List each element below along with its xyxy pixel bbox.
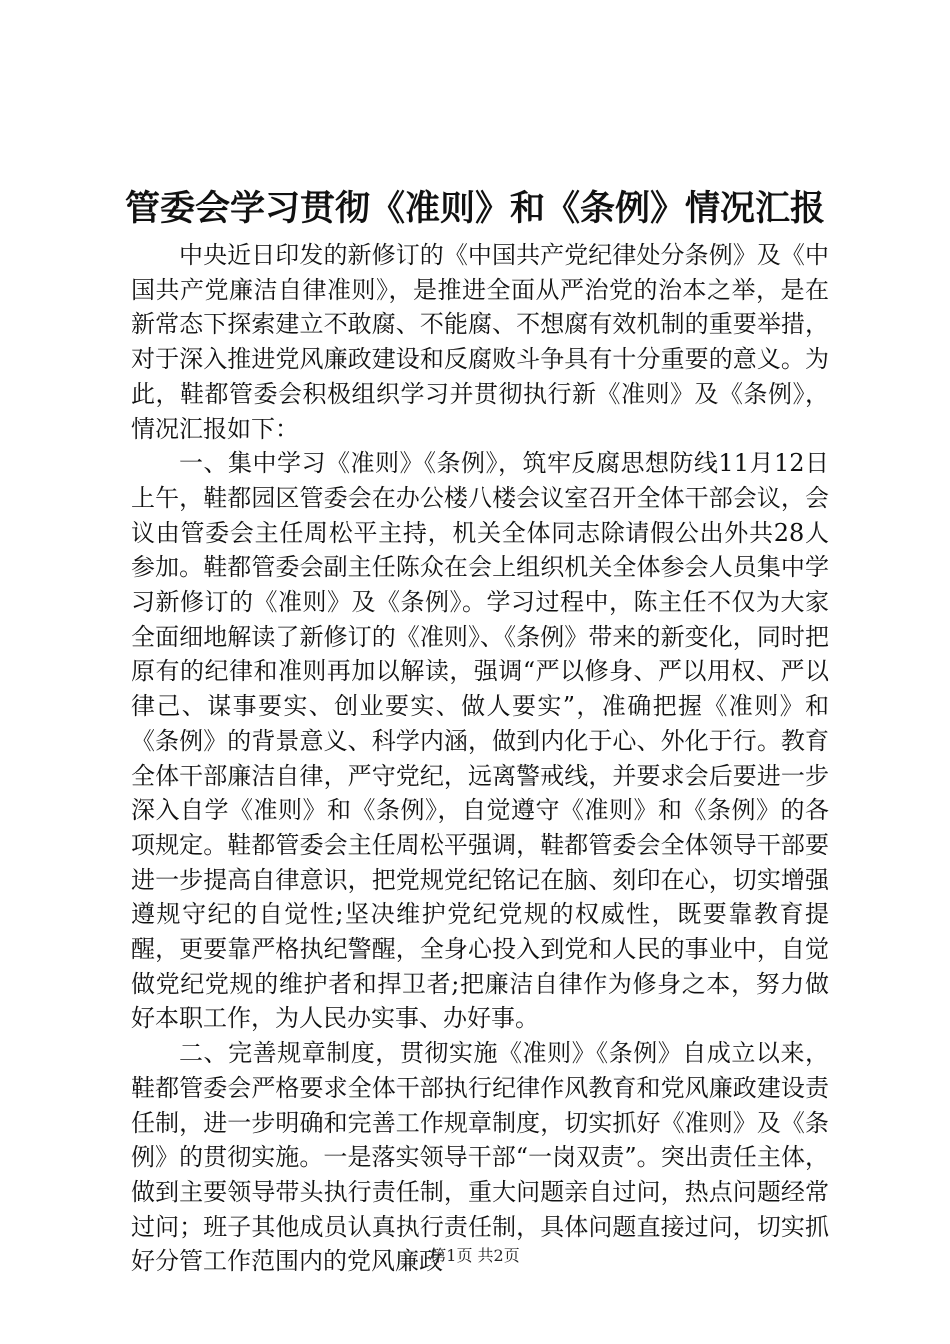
- paragraph-intro: 中央近日印发的新修订的《中国共产党纪律处分条例》及《中国共产党廉洁自律准则》，是推进全面从严治党的治本之举，是在新常态下探索建立不敢腐、不能腐、不想腐有效机制的重要举措，对于深入推进党风廉政建设和反腐败斗争具有十分重要的意义。为此，鞋都管委会积极组织学习并贯彻执行新《准则》及《条例》，情况汇报如下：: [131, 241, 829, 443]
- paragraph-section-2: 二、完善规章制度，贯彻实施《准则》《条例》自成立以来，鞋都管委会严格要求全体干部执行纪律作风教育和党风廉政建设责任制，进一步明确和完善工作规章制度，切实抓好《准则》及《条例》的贯彻实施。一是落实领导干部“一岗双责”。突出责任主体，做到主要领导带头执行责任制，重大问题亲自过问，热点问题经常过问；班子其他成员认真执行责任制，具体问题直接过问，切实抓好分管工作范围内的党风廉政: [131, 1039, 829, 1276]
- paragraph-section-1: 一、集中学习《准则》《条例》，筑牢反腐思想防线11月12日上午，鞋都园区管委会在办公楼八楼会议室召开全体干部会议，会议由管委会主任周松平主持，机关全体同志除请假公出外共28人参加。鞋都管委会副主任陈众在会上组织机关全体参会人员集中学习新修订的《准则》及《条例》。学习过程中，陈主任不仅为大家全面细地解读了新修订的《准则》、《条例》带来的新变化，同时把原有的纪律和准则再加以解读，强调“严以修身、严以用权、严以律己、谋事要实、创业要实、做人要实”，准确把握《准则》和《条例》的背景意义、科学内涵，做到内化于心、外化于行。教育全体干部廉洁自律，严守党纪，远离警戒线，并要求会后要进一步深入自学《准则》和《条例》，自觉遵守《准则》和《条例》的各项规定。鞋都管委会主任周松平强调，鞋都管委会全体领导干部要进一步提高自律意识，把党规党纪铭记在脑、刻印在心，切实增强遵规守纪的自觉性;坚决维护党纪党规的权威性，既要靠教育提醒，更要靠严格执纪警醒，全身心投入到党和人民的事业中，自觉做党纪党规的维护者和捍卫者;把廉洁自律作为修身之本，努力做好本职工作，为人民办实事、办好事。: [131, 449, 829, 1033]
- page-number-footer: 第1页 共2页: [430, 1246, 520, 1265]
- document-body: [131, 238, 829, 1279]
- document-title: 管委会学习贯彻《准则》和《条例》情况汇报: [124, 188, 825, 229]
